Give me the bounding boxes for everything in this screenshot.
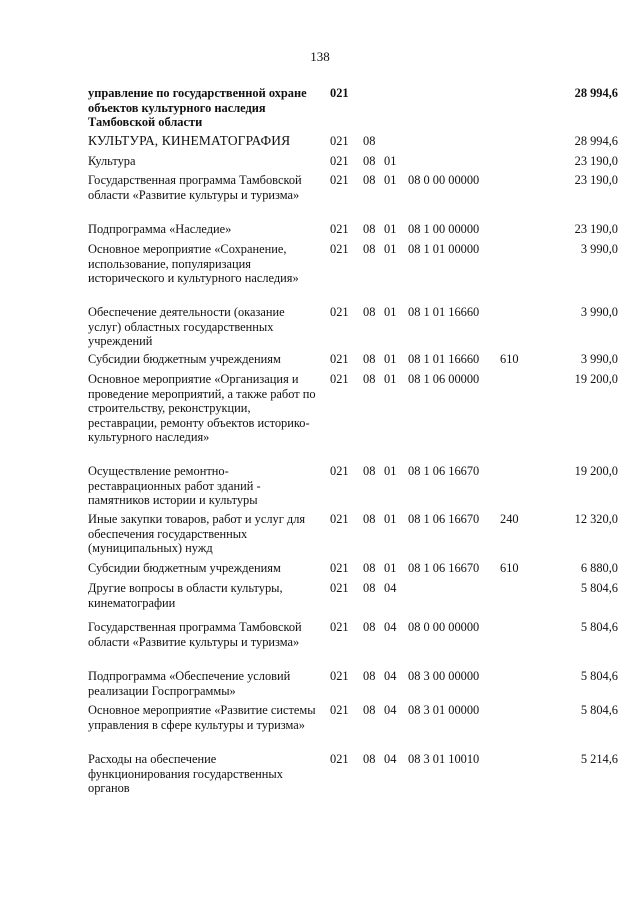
row-subsection: 01 (384, 154, 397, 168)
row-expense-type: 610 (500, 561, 519, 575)
row-section: 08 (363, 464, 376, 478)
table-row (88, 134, 618, 149)
row-sum: 5 214,6 (580, 752, 618, 766)
row-target-article: 08 1 01 16660 (408, 352, 480, 366)
row-target-article: 08 0 00 00000 (408, 173, 480, 187)
table-row (88, 561, 618, 576)
row-ved: 021 (330, 669, 349, 683)
row-ved: 021 (330, 561, 349, 575)
row-section: 08 (363, 512, 376, 526)
row-subsection: 01 (384, 305, 397, 319)
row-name: Культура (88, 154, 136, 168)
row-ved: 021 (330, 134, 349, 148)
row-subsection: 01 (384, 352, 397, 366)
row-target-article: 08 1 06 16670 (408, 561, 480, 575)
table-row (88, 372, 618, 445)
row-section: 08 (363, 752, 376, 766)
row-sum: 5 804,6 (580, 581, 618, 595)
page-number: 138 (310, 49, 330, 64)
table-row (88, 703, 618, 732)
table-row (88, 464, 618, 508)
row-ved: 021 (330, 512, 349, 526)
row-subsection: 04 (384, 669, 397, 683)
row-section: 08 (363, 154, 376, 168)
row-section: 08 (363, 561, 376, 575)
row-sum: 5 804,6 (580, 669, 618, 683)
table-row (88, 512, 618, 556)
row-ved: 021 (330, 173, 349, 187)
row-name: Другие вопросы в области культуры, кинематографии (88, 581, 283, 610)
table-row (88, 222, 618, 237)
row-ved: 021 (330, 620, 349, 634)
row-ved: 021 (330, 352, 349, 366)
row-sum: 12 320,0 (574, 512, 618, 526)
table-row (88, 669, 618, 698)
table-row (88, 173, 618, 202)
row-ved: 021 (330, 222, 349, 236)
row-subsection: 01 (384, 561, 397, 575)
row-ved: 021 (330, 154, 349, 168)
row-ved: 021 (330, 86, 349, 100)
row-target-article: 08 3 01 00000 (408, 703, 480, 717)
row-ved: 021 (330, 752, 349, 766)
row-subsection: 01 (384, 222, 397, 236)
row-subsection: 04 (384, 620, 397, 634)
row-target-article: 08 1 06 00000 (408, 372, 480, 386)
row-target-article: 08 1 06 16670 (408, 464, 480, 478)
row-name: Основное мероприятие «Сохранение, использование, популяризация исторического и культурного наследия» (88, 242, 299, 286)
row-section: 08 (363, 242, 376, 256)
row-sum: 6 880,0 (580, 561, 618, 575)
row-target-article: 08 1 00 00000 (408, 222, 480, 236)
row-ved: 021 (330, 372, 349, 386)
row-sum: 3 990,0 (580, 242, 618, 256)
row-section: 08 (363, 134, 376, 148)
row-name: Государственная программа Тамбовской области «Развитие культуры и туризма» (88, 620, 302, 649)
table-row (88, 581, 618, 610)
table-row (88, 86, 618, 130)
row-section: 08 (363, 173, 376, 187)
row-ved: 021 (330, 703, 349, 717)
row-name: КУЛЬТУРА, КИНЕМАТОГРАФИЯ (88, 133, 291, 148)
row-ved: 021 (330, 581, 349, 595)
row-name: Субсидии бюджетным учреждениям (88, 561, 281, 575)
table-row (88, 752, 618, 796)
row-target-article: 08 1 06 16670 (408, 512, 480, 526)
row-subsection: 04 (384, 581, 397, 595)
row-name: Государственная программа Тамбовской области «Развитие культуры и туризма» (88, 173, 302, 202)
table-row (88, 154, 618, 169)
row-target-article: 08 3 00 00000 (408, 669, 480, 683)
row-section: 08 (363, 222, 376, 236)
row-name: управление по государственной охране объектов культурного наследия Тамбовской области (88, 86, 307, 130)
table-row (88, 620, 618, 649)
row-sum: 3 990,0 (580, 352, 618, 366)
row-expense-type: 610 (500, 352, 519, 366)
row-ved: 021 (330, 464, 349, 478)
row-subsection: 04 (384, 703, 397, 717)
row-section: 08 (363, 620, 376, 634)
row-name: Подпрограмма «Обеспечение условий реализации Госпрограммы» (88, 669, 291, 698)
row-sum: 23 190,0 (574, 222, 618, 236)
row-expense-type: 240 (500, 512, 519, 526)
row-name: Расходы на обеспечение функционирования государственных органов (88, 752, 283, 796)
row-section: 08 (363, 305, 376, 319)
table-row (88, 242, 618, 286)
row-target-article: 08 1 01 16660 (408, 305, 480, 319)
row-sum: 23 190,0 (574, 154, 618, 168)
row-sum: 3 990,0 (580, 305, 618, 319)
row-section: 08 (363, 352, 376, 366)
row-name: Основное мероприятие «Организация и проведение мероприятий, а также работ по строительству, реконструкции, реставрации, ремонту объектов историко-культурного наследия» (88, 372, 316, 445)
row-name: Подпрограмма «Наследие» (88, 222, 232, 236)
row-section: 08 (363, 669, 376, 683)
row-ved: 021 (330, 305, 349, 319)
row-sum: 28 994,6 (574, 86, 618, 100)
row-target-article: 08 3 01 10010 (408, 752, 480, 766)
row-sum: 23 190,0 (574, 173, 618, 187)
table-row (88, 352, 618, 367)
row-ved: 021 (330, 242, 349, 256)
row-section: 08 (363, 581, 376, 595)
row-sum: 5 804,6 (580, 620, 618, 634)
row-sum: 5 804,6 (580, 703, 618, 717)
row-subsection: 01 (384, 372, 397, 386)
row-section: 08 (363, 372, 376, 386)
row-name: Иные закупки товаров, работ и услуг для обеспечения государственных (муниципальных) нужд (88, 512, 306, 556)
row-name: Обеспечение деятельности (оказание услуг) областных государственных учреждений (88, 305, 285, 349)
row-subsection: 01 (384, 173, 397, 187)
row-sum: 19 200,0 (574, 372, 618, 386)
row-sum: 28 994,6 (574, 134, 618, 148)
row-subsection: 01 (384, 242, 397, 256)
row-target-article: 08 1 01 00000 (408, 242, 480, 256)
row-subsection: 01 (384, 464, 397, 478)
row-name: Основное мероприятие «Развитие системы управления в сфере культуры и туризма» (88, 703, 316, 732)
table-row (88, 305, 618, 349)
row-subsection: 01 (384, 512, 397, 526)
row-section: 08 (363, 703, 376, 717)
row-subsection: 04 (384, 752, 397, 766)
row-name: Субсидии бюджетным учреждениям (88, 352, 281, 366)
row-name: Осуществление ремонтно-реставрационных работ зданий - памятников истории и культуры (88, 464, 261, 508)
row-sum: 19 200,0 (574, 464, 618, 478)
row-target-article: 08 0 00 00000 (408, 620, 480, 634)
